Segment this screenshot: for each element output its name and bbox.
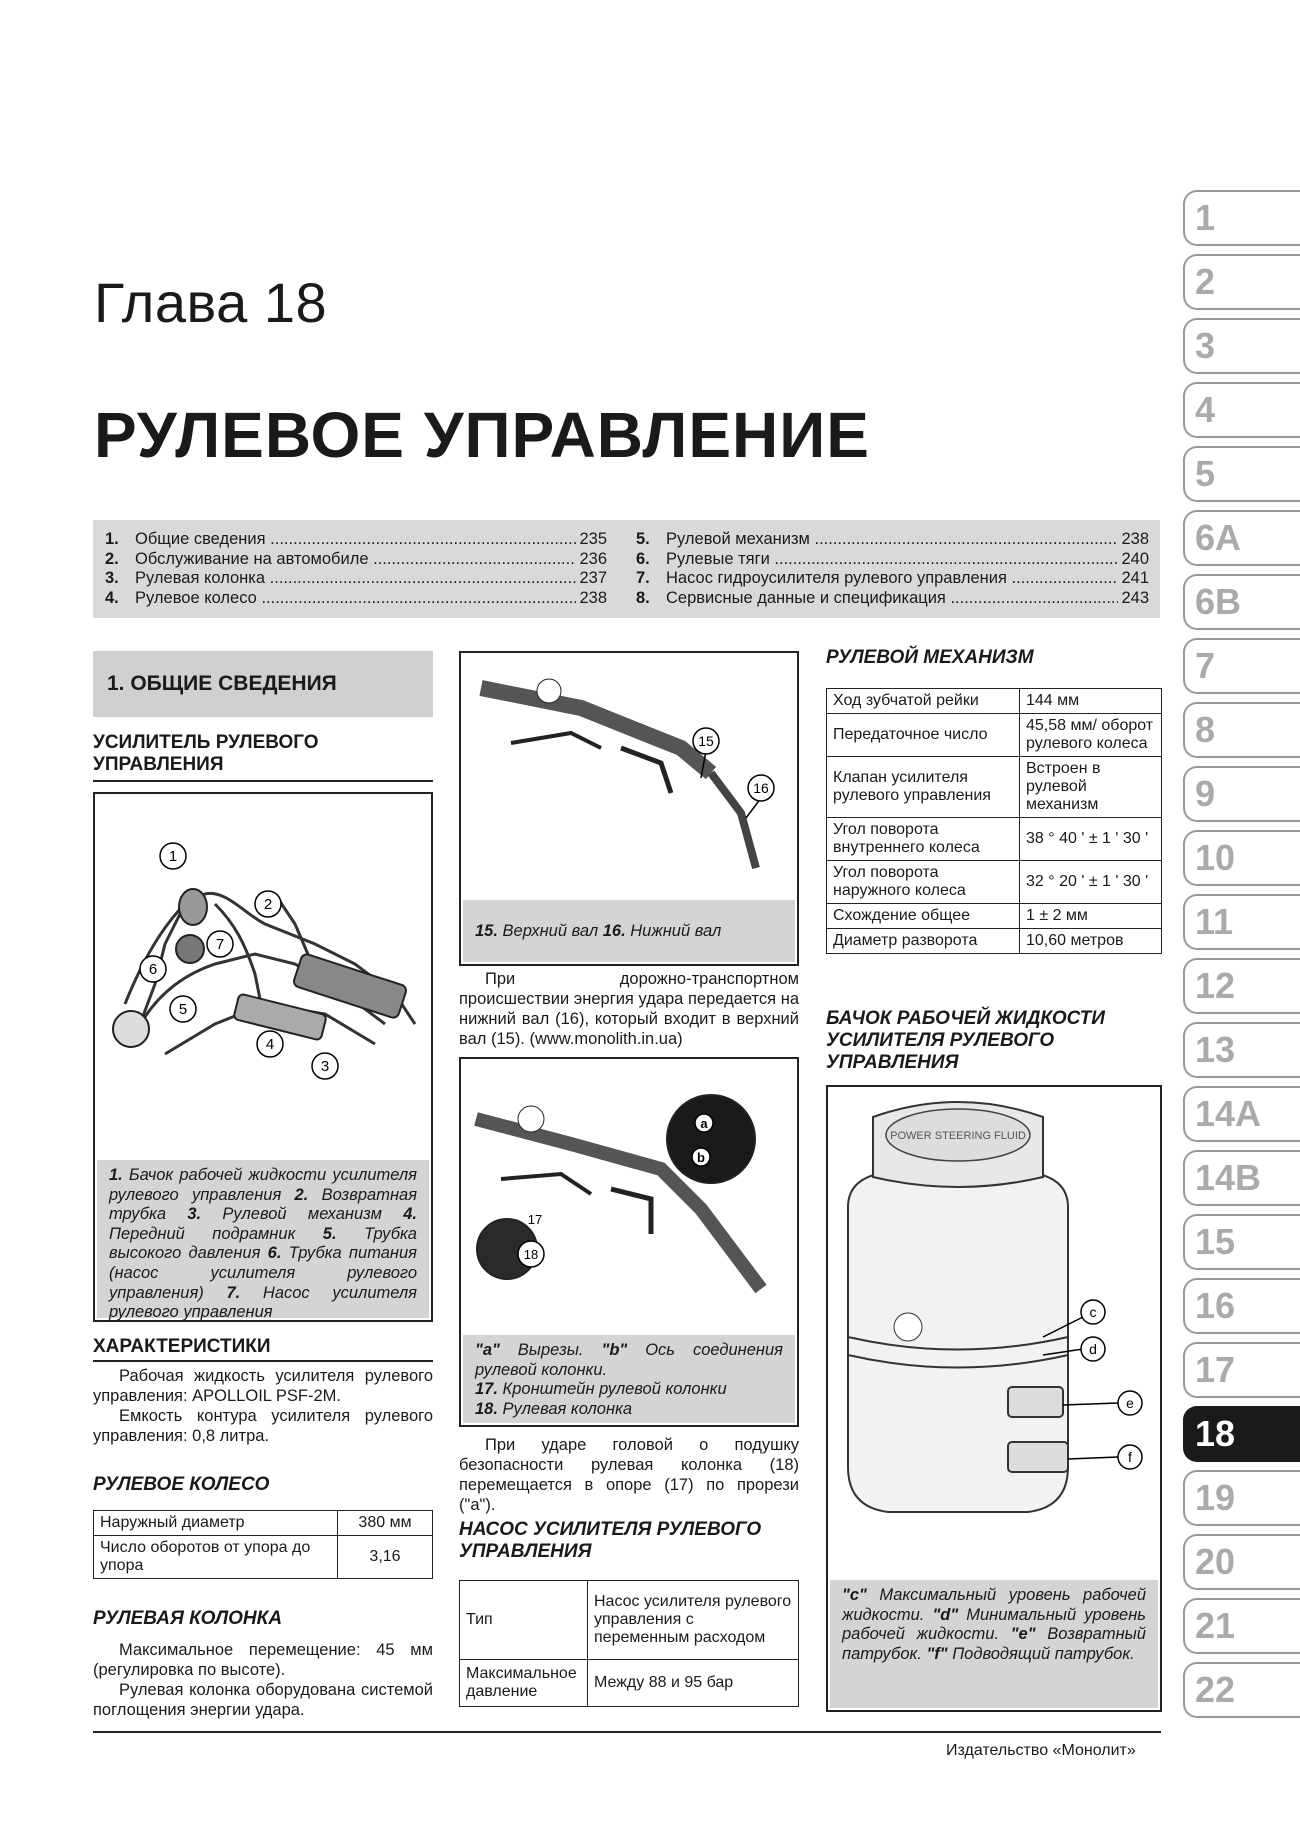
chapter-tab-1[interactable]: 1	[1183, 190, 1300, 246]
publisher: Издательство «Монолит»	[946, 1742, 1136, 1759]
chapter-tab-20[interactable]: 20	[1183, 1534, 1300, 1590]
characteristics-text: Рабочая жидкость усилителя рулевого управления: APOLLOIL PSF-2M. Емкость контура усилителя рулевого управления: 0,8 литра.	[93, 1367, 433, 1445]
chapter-tab-22[interactable]: 22	[1183, 1662, 1300, 1718]
toc-item[interactable]: 4. Рулевое колесо ..... 238	[105, 589, 607, 609]
chapter-tab-4[interactable]: 4	[1183, 382, 1300, 438]
table-of-contents	[93, 520, 1160, 618]
caption-text: Максимальный уровень рабочей жидкости.	[842, 1586, 1146, 1624]
chapter-tab-14b[interactable]: 14B	[1183, 1150, 1300, 1206]
chapter-tab-5[interactable]: 5	[1183, 446, 1300, 502]
callout-1: 1	[168, 848, 178, 865]
caption-number: 5.	[322, 1224, 337, 1243]
caption-text: Нижний вал	[625, 922, 722, 940]
caption-number: 17.	[475, 1380, 498, 1399]
chapter-tab-6a[interactable]: 6A	[1183, 510, 1300, 566]
table-row: Максимальное давление Между 88 и 95 бар	[460, 1660, 799, 1707]
figure-caption	[463, 900, 795, 962]
wheel-table	[93, 1510, 433, 1579]
caption-number: "e"	[1010, 1625, 1036, 1644]
callout-f: f	[1128, 1449, 1132, 1465]
caption-number: 1.	[109, 1166, 123, 1184]
figure-column-bracket	[459, 1057, 799, 1427]
caption-text: Насос усилителя рулевого управления	[109, 1283, 417, 1322]
subsection-heading: УСИЛИТЕЛЬ РУЛЕВОГО УПРАВЛЕНИЯ	[93, 732, 433, 782]
caption-text: Верхний вал	[497, 922, 603, 940]
column-bracket-diagram	[461, 1059, 797, 1329]
pump-table	[459, 1580, 799, 1707]
caption-text: Возвратный патрубок.	[842, 1625, 1146, 1663]
caption-text: Вырезы.	[499, 1341, 602, 1359]
callout-d: d	[1089, 1341, 1097, 1357]
chapter-tab-14a[interactable]: 14A	[1183, 1086, 1300, 1142]
caption-number: "d"	[932, 1605, 959, 1624]
airbag-text: При ударе головой о подушку безопасности рулевая колонка (18) перемещается в опоре (17) по прорези ("a").	[459, 1436, 799, 1514]
caption-number: 6.	[267, 1244, 282, 1263]
power-steering-diagram	[95, 794, 431, 1144]
table-row: Число оборотов от упора до упора 3,16	[94, 1536, 433, 1579]
caption-text: Передний подрамник	[109, 1224, 323, 1243]
table-row: Угол поворота наружного колеса 32 ° 20 ' ± 1 ' 30 '	[827, 861, 1162, 904]
table-row: Передаточное число 45,58 мм/ оборот рулевого колеса	[827, 714, 1162, 757]
callout-15: 15	[698, 733, 714, 749]
chapter-tab-9[interactable]: 9	[1183, 766, 1300, 822]
figure-caption	[97, 1160, 429, 1322]
chapter-tab-13[interactable]: 13	[1183, 1022, 1300, 1078]
callout-6: 6	[148, 961, 158, 978]
callout-4: 4	[265, 1036, 275, 1053]
chapter-tab-2[interactable]: 2	[1183, 254, 1300, 310]
callout-3: 3	[320, 1058, 330, 1075]
caption-text: Минимальный уровень рабочей жидкости.	[842, 1605, 1146, 1644]
caption-number: 2.	[294, 1185, 309, 1204]
chapter-tab-11[interactable]: 11	[1183, 894, 1300, 950]
table-row: Ход зубчатой рейки 144 мм	[827, 689, 1162, 714]
toc-column-right	[636, 530, 1149, 608]
callout-5: 5	[178, 1001, 188, 1018]
chapter-number: Глава 18	[94, 271, 328, 334]
toc-item[interactable]: 6. Рулевые тяги ..... 240	[636, 550, 1149, 570]
toc-item[interactable]: 8. Сервисные данные и спецификация ..... 243	[636, 589, 1149, 609]
table-row: Диаметр разворота 10,60 метров	[827, 929, 1162, 954]
chapter-tab-7[interactable]: 7	[1183, 638, 1300, 694]
toc-item[interactable]: 3. Рулевая колонка ..... 237	[105, 569, 607, 589]
chapter-tab-10[interactable]: 10	[1183, 830, 1300, 886]
caption-text: Бачок рабочей жидкости усилителя рулевого управления	[109, 1166, 417, 1204]
table-row: Схождение общее 1 ± 2 мм	[827, 904, 1162, 929]
caption-number: 15.	[475, 922, 498, 940]
mechanism-heading: РУЛЕВОЙ МЕХАНИЗМ	[826, 647, 1034, 668]
chapter-tab-8[interactable]: 8	[1183, 702, 1300, 758]
table-row: Угол поворота внутреннего колеса 38 ° 40 ' ± 1 ' 30 '	[827, 818, 1162, 861]
callout-16: 16	[753, 780, 769, 796]
chapter-tab-12[interactable]: 12	[1183, 958, 1300, 1014]
callout-18: 18	[523, 1247, 539, 1262]
callout-b: b	[697, 1150, 705, 1165]
section-heading: 1. ОБЩИЕ СВЕДЕНИЯ	[93, 651, 433, 717]
caption-text: Трубка питания (насос усилителя рулевого управления)	[109, 1244, 417, 1302]
toc-item[interactable]: 5. Рулевой механизм ..... 238	[636, 530, 1149, 550]
chapter-tab-18[interactable]: 18	[1183, 1406, 1300, 1462]
figure-caption	[463, 1335, 795, 1423]
caption-text: Ось соединения рулевой колонки.	[475, 1341, 783, 1379]
cap-text: POWER STEERING FLUID	[890, 1130, 1026, 1142]
toc-item[interactable]: 2. Обслуживание на автомобиле ..... 236	[105, 550, 607, 570]
tank-heading: БАЧОК РАБОЧЕЙ ЖИДКОСТИ УСИЛИТЕЛЯ РУЛЕВОГО УПРАВЛЕНИЯ	[826, 1008, 1105, 1073]
table-row: Наружный диаметр 380 мм	[94, 1511, 433, 1536]
collision-text: При дорожно-транспортном происшествии энергия удара передается на нижний вал (16), который входит в верхний вал (15). (www.monolith.in.ua)	[459, 970, 799, 1048]
toc-item[interactable]: 1. Общие сведения ..... 235	[105, 530, 607, 550]
caption-number: 4.	[403, 1205, 417, 1224]
callout-e: e	[1126, 1395, 1134, 1411]
caption-text: Рулевой механизм	[201, 1205, 404, 1224]
callout-17: 17	[527, 1212, 543, 1227]
page-title: РУЛЕВОЕ УПРАВЛЕНИЕ	[94, 399, 870, 471]
caption-number: 7.	[226, 1283, 241, 1302]
chapter-tab-15[interactable]: 15	[1183, 1214, 1300, 1270]
caption-text: Возвратная трубка	[109, 1185, 418, 1224]
caption-text: Трубка высокого давления	[109, 1224, 417, 1263]
chapter-tab-16[interactable]: 16	[1183, 1278, 1300, 1334]
figure-power-steering-system	[93, 792, 433, 1322]
footer-divider	[93, 1731, 1161, 1733]
table-row: Клапан усилителя рулевого управления Встроен в рулевой механизм	[827, 757, 1162, 818]
caption-number: "f"	[926, 1644, 948, 1663]
caption-number: "c"	[842, 1586, 867, 1604]
wheel-heading: РУЛЕВОЕ КОЛЕСО	[93, 1474, 270, 1495]
caption-number: 16.	[602, 922, 626, 940]
table-row: Тип Насос усилителя рулевого управления с переменным расходом	[460, 1581, 799, 1660]
figure-steering-shafts	[459, 651, 799, 966]
caption-text: Рулевая колонка	[497, 1399, 633, 1418]
column-text: Максимальное перемещение: 45 мм (регулировка по высоте). Рулевая колонка оборудована системой поглощения энергии удара.	[93, 1641, 433, 1719]
callout-7: 7	[215, 936, 225, 953]
chapter-tab-3[interactable]: 3	[1183, 318, 1300, 374]
toc-item[interactable]: 7. Насос гидроусилителя рулевого управления ..... 241	[636, 569, 1149, 589]
chapter-tab-21[interactable]: 21	[1183, 1598, 1300, 1654]
caption-number: "a"	[475, 1341, 500, 1359]
callout-a: a	[700, 1116, 708, 1131]
caption-text: Подводящий патрубок.	[947, 1644, 1135, 1663]
figure-caption	[830, 1580, 1158, 1708]
caption-number: 18.	[475, 1399, 498, 1418]
caption-text: Кронштейн рулевой колонки	[497, 1380, 727, 1399]
toc-column-left	[105, 530, 607, 608]
fluid-tank-diagram	[828, 1087, 1160, 1577]
steering-shaft-diagram	[461, 653, 797, 893]
caption-number: 3.	[187, 1205, 202, 1224]
callout-2: 2	[263, 896, 273, 913]
pump-heading: НАСОС УСИЛИТЕЛЯ РУЛЕВОГО УПРАВЛЕНИЯ	[459, 1519, 762, 1562]
chapter-tab-6b[interactable]: 6B	[1183, 574, 1300, 630]
characteristics-heading: ХАРАКТЕРИСТИКИ	[93, 1336, 433, 1362]
figure-fluid-tank	[826, 1085, 1162, 1712]
chapter-tab-19[interactable]: 19	[1183, 1470, 1300, 1526]
caption-number: "b"	[601, 1341, 628, 1359]
callout-c: c	[1089, 1304, 1097, 1320]
mechanism-table	[826, 688, 1162, 954]
column-heading: РУЛЕВАЯ КОЛОНКА	[93, 1608, 283, 1629]
chapter-tab-17[interactable]: 17	[1183, 1342, 1300, 1398]
